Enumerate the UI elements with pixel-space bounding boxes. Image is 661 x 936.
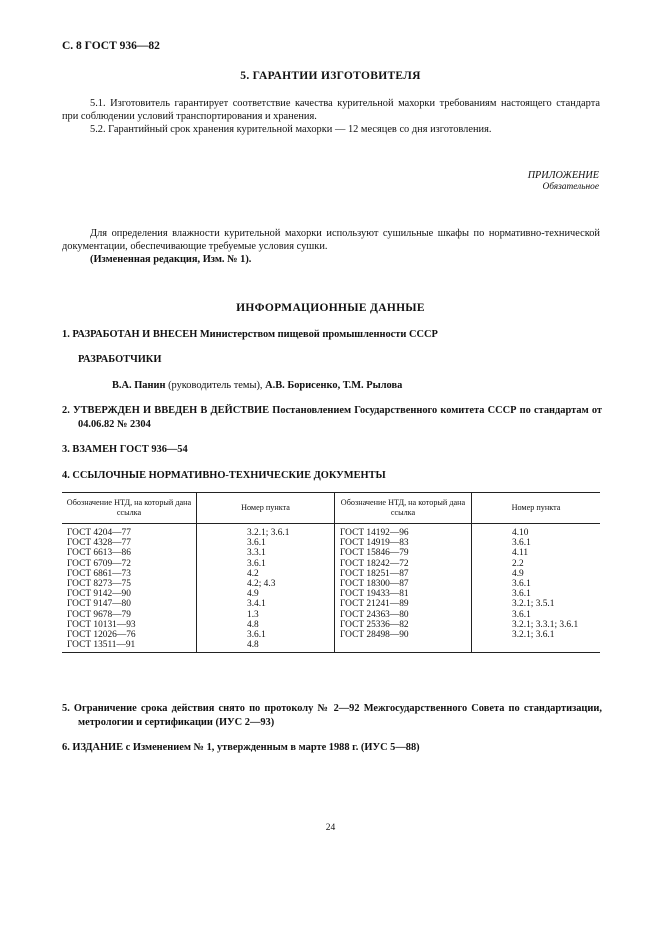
- developer-others: А.В. Борисенко, Т.М. Рылова: [265, 380, 403, 391]
- right-doc-column: ГОСТ 14192—96 ГОСТ 14919—83 ГОСТ 15846—79 ГОСТ 18242—72 ГОСТ 18251—87 ГОСТ 18300—87 ГОСТ 19433—81 ГОСТ 21241—89 ГОСТ 24363—80 ГОСТ 25336—82 ГОСТ 28498—90: [335, 524, 472, 653]
- appendix-amendment: (Измененная редакция, Изм. № 1).: [90, 254, 252, 265]
- table-header-item-left: Номер пункта: [197, 493, 335, 524]
- developer-lead-name: В.А. Панин: [112, 380, 166, 391]
- table-header-doc-left: Обозначение НТД, на который дана ссылка: [62, 493, 197, 524]
- developer-lead-role: (руководитель темы),: [165, 380, 266, 391]
- info-item-5: 5. Ограничение срока действия снято по протоколу № 2—92 Межгосударственного Совета по стандартизации, метрологии и сертификации (ИУС 2—93): [62, 703, 602, 728]
- paragraph-5-2: 5.2. Гарантийный срок хранения курительной махорки — 12 месяцев со дня изготовления.: [90, 124, 492, 135]
- info-item-2: 2. УТВЕРЖДЕН И ВВЕДЕН В ДЕЙСТВИЕ Постановлением Государственного комитета СССР по стандартам от 04.06.82 № 2304: [62, 405, 602, 430]
- table-header-doc-right: Обозначение НТД, на который дана ссылка: [335, 493, 472, 524]
- appendix-subtitle: Обязательное: [542, 182, 599, 192]
- reference-documents-table: [62, 492, 600, 653]
- info-item-4: 4. ССЫЛОЧНЫЕ НОРМАТИВНО-ТЕХНИЧЕСКИЕ ДОКУМЕНТЫ: [62, 470, 386, 481]
- paragraph-5-1: 5.1. Изготовитель гарантирует соответствие качества курительной махорки требованиям настоящего стандарта при соблюдении условий транспортирования и хранения.: [62, 98, 600, 122]
- right-item-column: 4.10 3.6.1 4.11 2.2 4.9 3.6.1 3.6.1 3.2.1; 3.5.1 3.6.1 3.2.1; 3.3.1; 3.6.1 3.2.1; 3.6.1: [472, 524, 601, 653]
- left-doc-column: ГОСТ 4204—77 ГОСТ 4328—77 ГОСТ 6613—86 ГОСТ 6709—72 ГОСТ 6861—73 ГОСТ 8273—75 ГОСТ 9142—90 ГОСТ 9147—80 ГОСТ 9678—79 ГОСТ 10131—93 ГОСТ 12026—76 ГОСТ 13511—91: [62, 524, 197, 653]
- appendix-title: ПРИЛОЖЕНИЕ: [527, 170, 599, 181]
- page-header: С. 8 ГОСТ 936—82: [62, 40, 160, 52]
- appendix-text: Для определения влажности курительной махорки используют сушильные шкафы по нормативно-технической документации, обеспечивающие требуемые условия сушки.: [62, 228, 600, 252]
- info-item-3: 3. ВЗАМЕН ГОСТ 936—54: [62, 444, 188, 455]
- developers-heading: РАЗРАБОТЧИКИ: [78, 354, 162, 365]
- table-header-item-right: Номер пункта: [472, 493, 601, 524]
- info-data-title: ИНФОРМАЦИОННЫЕ ДАННЫЕ: [236, 302, 425, 314]
- info-item-1: 1. РАЗРАБОТАН И ВНЕСЕН Министерством пищевой промышленности СССР: [62, 329, 438, 340]
- left-item-column: 3.2.1; 3.6.1 3.6.1 3.3.1 3.6.1 4.2 4.2; 4.3 4.9 3.4.1 1.3 4.8 3.6.1 4.8: [197, 524, 335, 653]
- developers-list: [112, 379, 592, 393]
- page-number: 24: [325, 823, 336, 833]
- info-item-6: 6. ИЗДАНИЕ с Изменением № 1, утвержденным в марте 1988 г. (ИУС 5—88): [62, 742, 420, 753]
- section-5-title: 5. ГАРАНТИИ ИЗГОТОВИТЕЛЯ: [240, 70, 421, 82]
